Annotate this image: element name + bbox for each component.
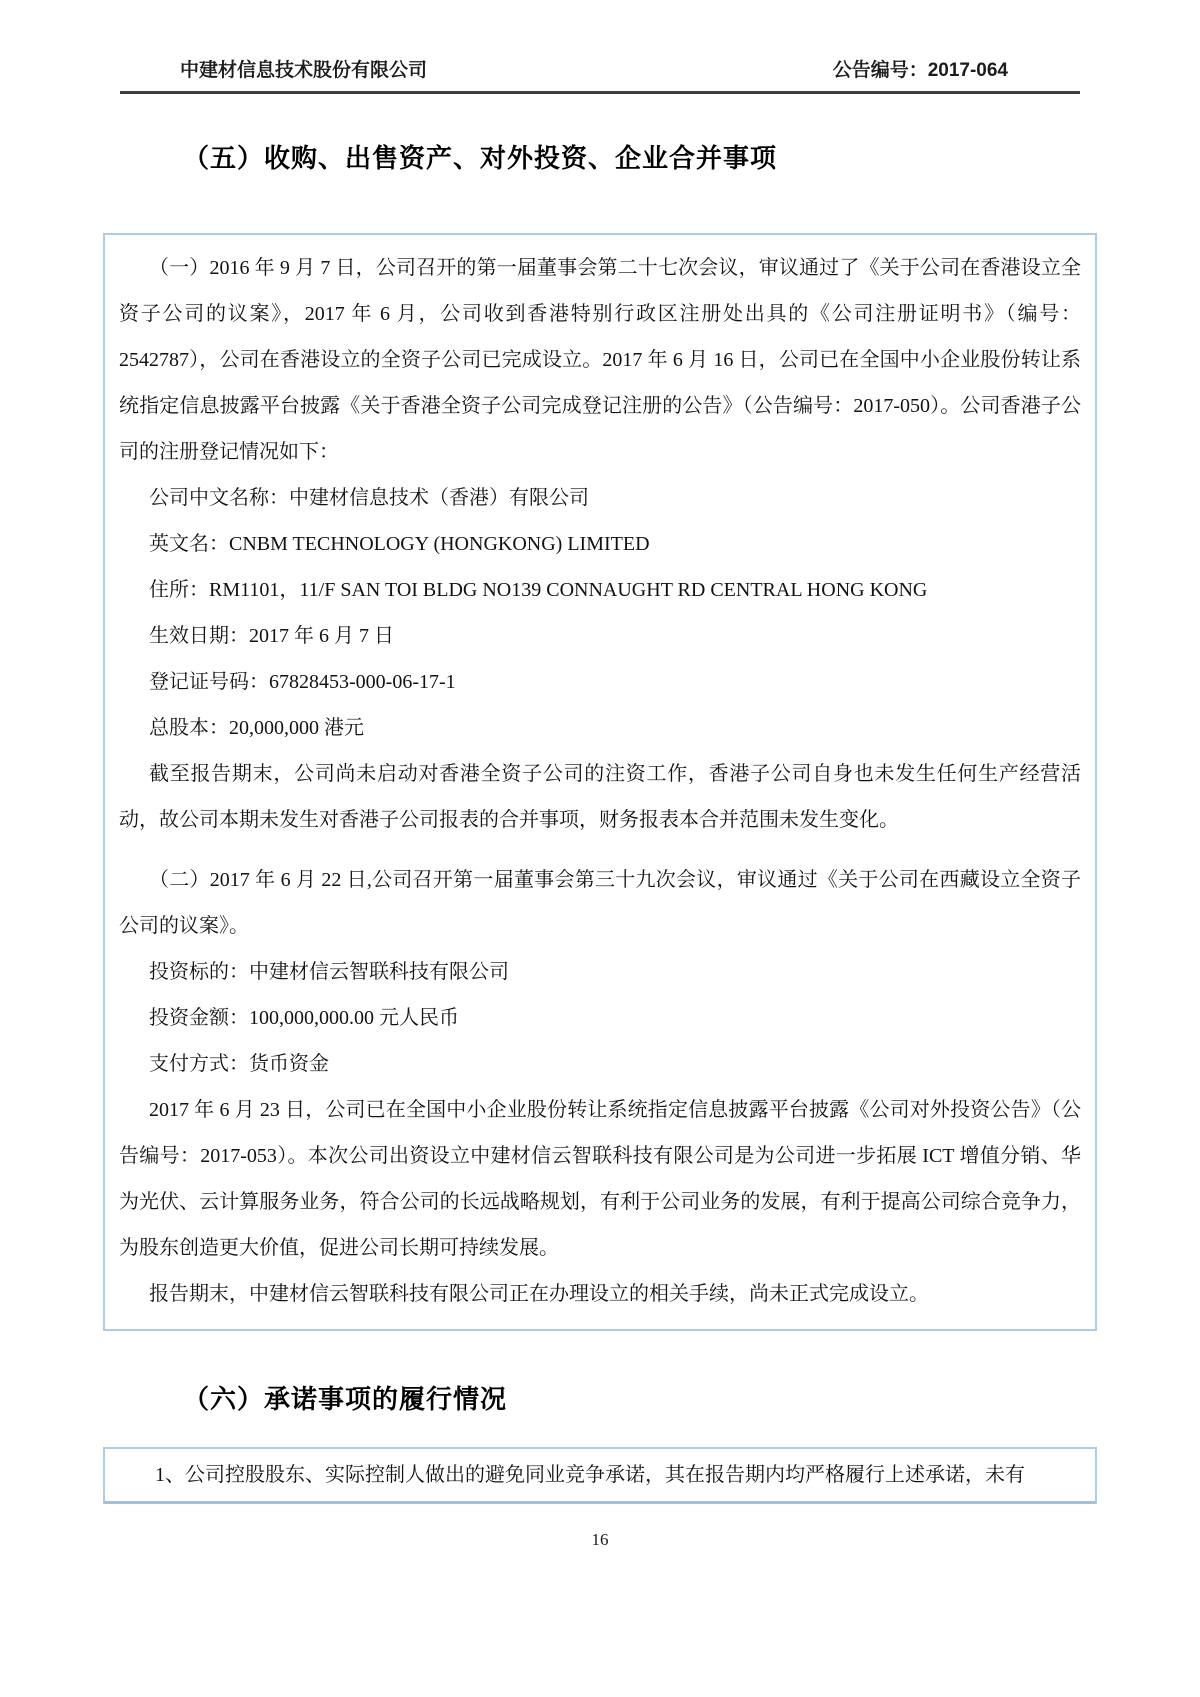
section6-heading: （六）承诺事项的履行情况 (183, 1384, 508, 1414)
notice-number (833, 58, 1008, 84)
detail-address: 住所：RM1101，11/F SAN TOI BLDG NO139 CONNAUGHT RD CENTRAL HONG KONG (149, 579, 928, 601)
detail-investment-target: 投资标的：中建材信云智联科技有限公司 (149, 961, 509, 983)
notice-value: 2017-064 (927, 60, 1008, 81)
page-number: 16 (591, 1530, 609, 1549)
notice-label: 公告编号： (832, 60, 928, 81)
section5-heading: （五）收购、出售资产、对外投资、企业合并事项 (183, 143, 778, 173)
page-header (0, 0, 1200, 84)
paragraph-investment-disclosure: 2017 年 6 月 23 日，公司已在全国中小企业股份转让系统指定信息披露平台披露《公司对外投资公告》（公告编号：2017-053）。本次公司出资设立中建材信云智联科技有限公司是为公司进一步拓展 ICT 增值分销、华为光伏、云计算服务业务，符合公司的长远战略规划，有利于公司业务的发展，有利于提高公司综合竞争力，为股东创造更大价值，促进公司长期可持续发展。 (119, 1099, 1081, 1259)
section5-content-box (103, 233, 1097, 1331)
detail-english-name: 英文名：CNBM TECHNOLOGY (HONGKONG) LIMITED (149, 533, 650, 555)
detail-chinese-name: 公司中文名称：中建材信息技术（香港）有限公司 (149, 487, 589, 509)
detail-investment-amount: 投资金额：100,000,000.00 元人民币 (149, 1007, 459, 1029)
paragraph-setup-status: 报告期末，中建材信云智联科技有限公司正在办理设立的相关手续，尚未正式完成设立。 (149, 1283, 929, 1305)
detail-payment-method: 支付方式：货币资金 (149, 1053, 329, 1075)
paragraph-commitment: 1、公司控股股东、实际控制人做出的避免同业竞争承诺，其在报告期内均严格履行上述承诺，未有 (155, 1464, 1025, 1486)
paragraph-tibet-setup: （二）2017 年 6 月 22 日,公司召开第一届董事会第三十九次会议，审议通过《关于公司在西藏设立全资子公司的议案》。 (119, 869, 1081, 937)
company-name: 中建材信息技术股份有限公司 (180, 60, 428, 81)
header-rule (120, 91, 1080, 94)
detail-effective-date: 生效日期：2017 年 6 月 7 日 (149, 625, 394, 647)
detail-registration-no: 登记证号码：67828453-000-06-17-1 (149, 671, 456, 693)
paragraph-hk-setup: （一）2016 年 9 月 7 日，公司召开的第一届董事会第二十七次会议，审议通过了《关于公司在香港设立全资子公司的议案》，2017 年 6 月，公司收到香港特别行政区注册处出具的《公司注册证明书》（编号：2542787），公司在香港设立的全资子公司已完成设立。2017 年 6 月 16 日，公司已在全国中小企业股份转让系统指定信息披露平台披露《关于香港全资子公司完成登记注册的公告》（公告编号：2017-050）。公司香港子公司的注册登记情况如下： (119, 257, 1081, 463)
paragraph-hk-status: 截至报告期末，公司尚未启动对香港全资子公司的注资工作，香港子公司自身也未发生任何生产经营活动，故公司本期未发生对香港子公司报表的合并事项，财务报表本合并范围未发生变化。 (119, 763, 1081, 831)
detail-total-capital: 总股本：20,000,000 港元 (149, 717, 364, 739)
section6-content-box (103, 1447, 1097, 1504)
